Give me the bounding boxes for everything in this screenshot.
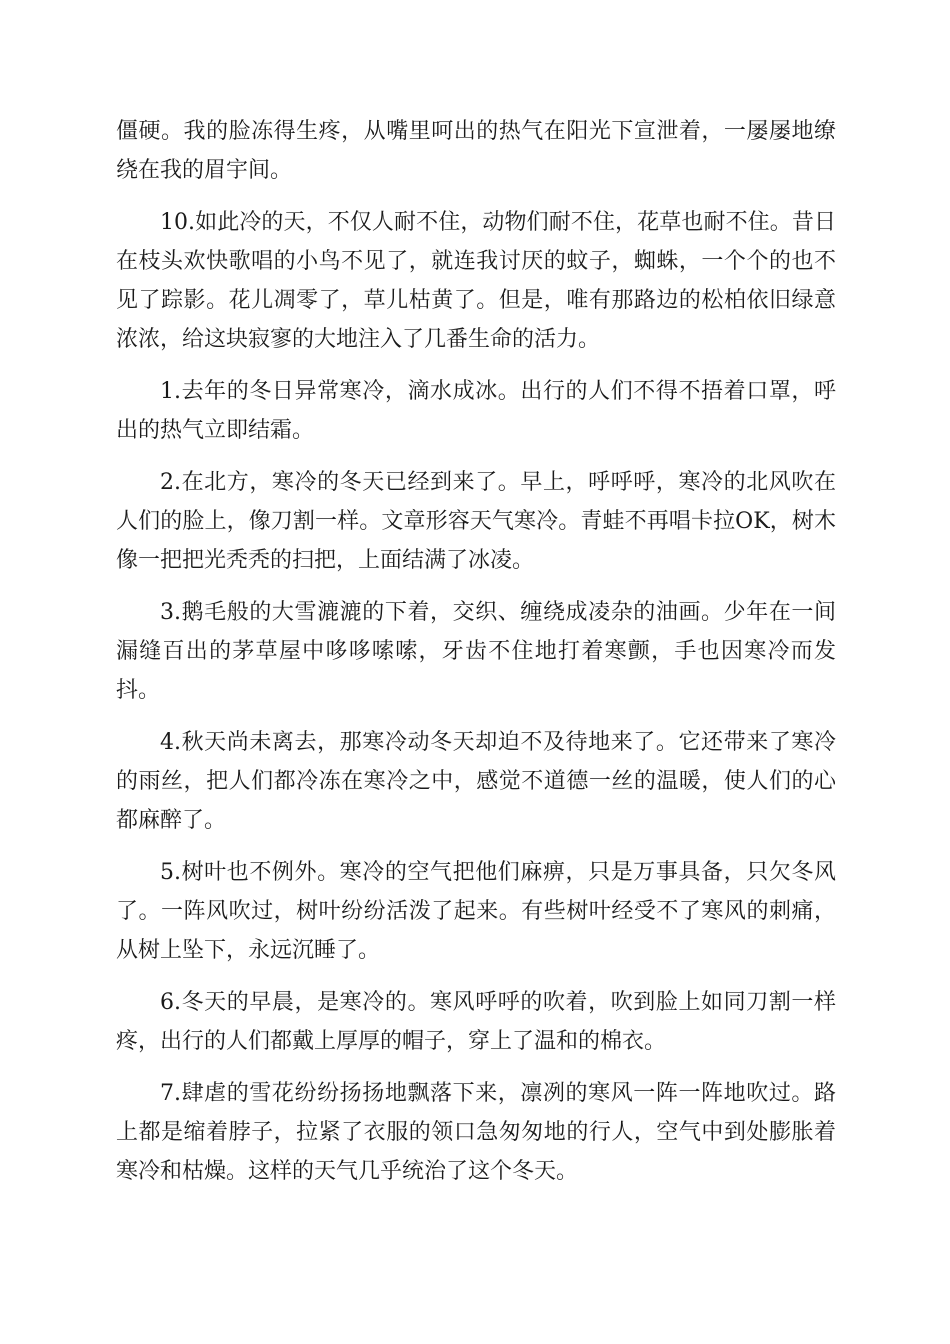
paragraph-7: 7.肆虐的雪花纷纷扬扬地飘落下来，凛冽的寒风一阵一阵地吹过。路上都是缩着脖子，拉紧了衣服的领口急匆匆地的行人，空气中到处膨胀着寒冷和枯燥。这样的天气几乎统治了这个冬天。 <box>116 1081 836 1184</box>
paragraph-continuation: 僵硬。我的脸冻得生疼，从嘴里呵出的热气在阳光下宣泄着，一屡屡地缭绕在我的眉宇间。 <box>116 119 836 183</box>
document-page <box>116 112 836 1204</box>
paragraph-1: 1.去年的冬日异常寒冷，滴水成冰。出行的人们不得不捂着口罩，呼出的热气立即结霜。 <box>116 379 836 443</box>
paragraph-3: 3.鹅毛般的大雪漉漉的下着，交织、缠绕成凌杂的油画。少年在一间漏缝百出的茅草屋中哆哆嗦嗦，牙齿不住地打着寒颤，手也因寒冷而发抖。 <box>116 600 836 703</box>
paragraph-6: 6.冬天的早晨，是寒冷的。寒风呼呼的吹着，吹到脸上如同刀割一样疼，出行的人们都戴上厚厚的帽子，穿上了温和的棉衣。 <box>116 990 836 1054</box>
paragraph-2: 2.在北方，寒冷的冬天已经到来了。早上，呼呼呼，寒冷的北风吹在人们的脸上，像刀割一样。文章形容天气寒冷。青蛙不再唱卡拉OK，树木像一把把光秃秃的扫把，上面结满了冰凌。 <box>116 470 836 573</box>
paragraph-10: 10.如此冷的天，不仅人耐不住，动物们耐不住，花草也耐不住。昔日在枝头欢快歌唱的小鸟不见了，就连我讨厌的蚊子，蜘蛛，一个个的也不见了踪影。花儿凋零了，草儿枯黄了。但是，唯有那路边的松柏依旧绿意浓浓，给这块寂寥的大地注入了几番生命的活力。 <box>116 210 836 352</box>
paragraph-5: 5.树叶也不例外。寒冷的空气把他们麻痹，只是万事具备，只欠冬风了。一阵风吹过，树叶纷纷活泼了起来。有些树叶经受不了寒风的刺痛，从树上坠下，永远沉睡了。 <box>116 860 836 963</box>
paragraph-4: 4.秋天尚未离去，那寒冷动冬天却迫不及待地来了。它还带来了寒冷的雨丝，把人们都冷冻在寒冷之中，感觉不道德一丝的温暖，使人们的心都麻醉了。 <box>116 730 836 833</box>
